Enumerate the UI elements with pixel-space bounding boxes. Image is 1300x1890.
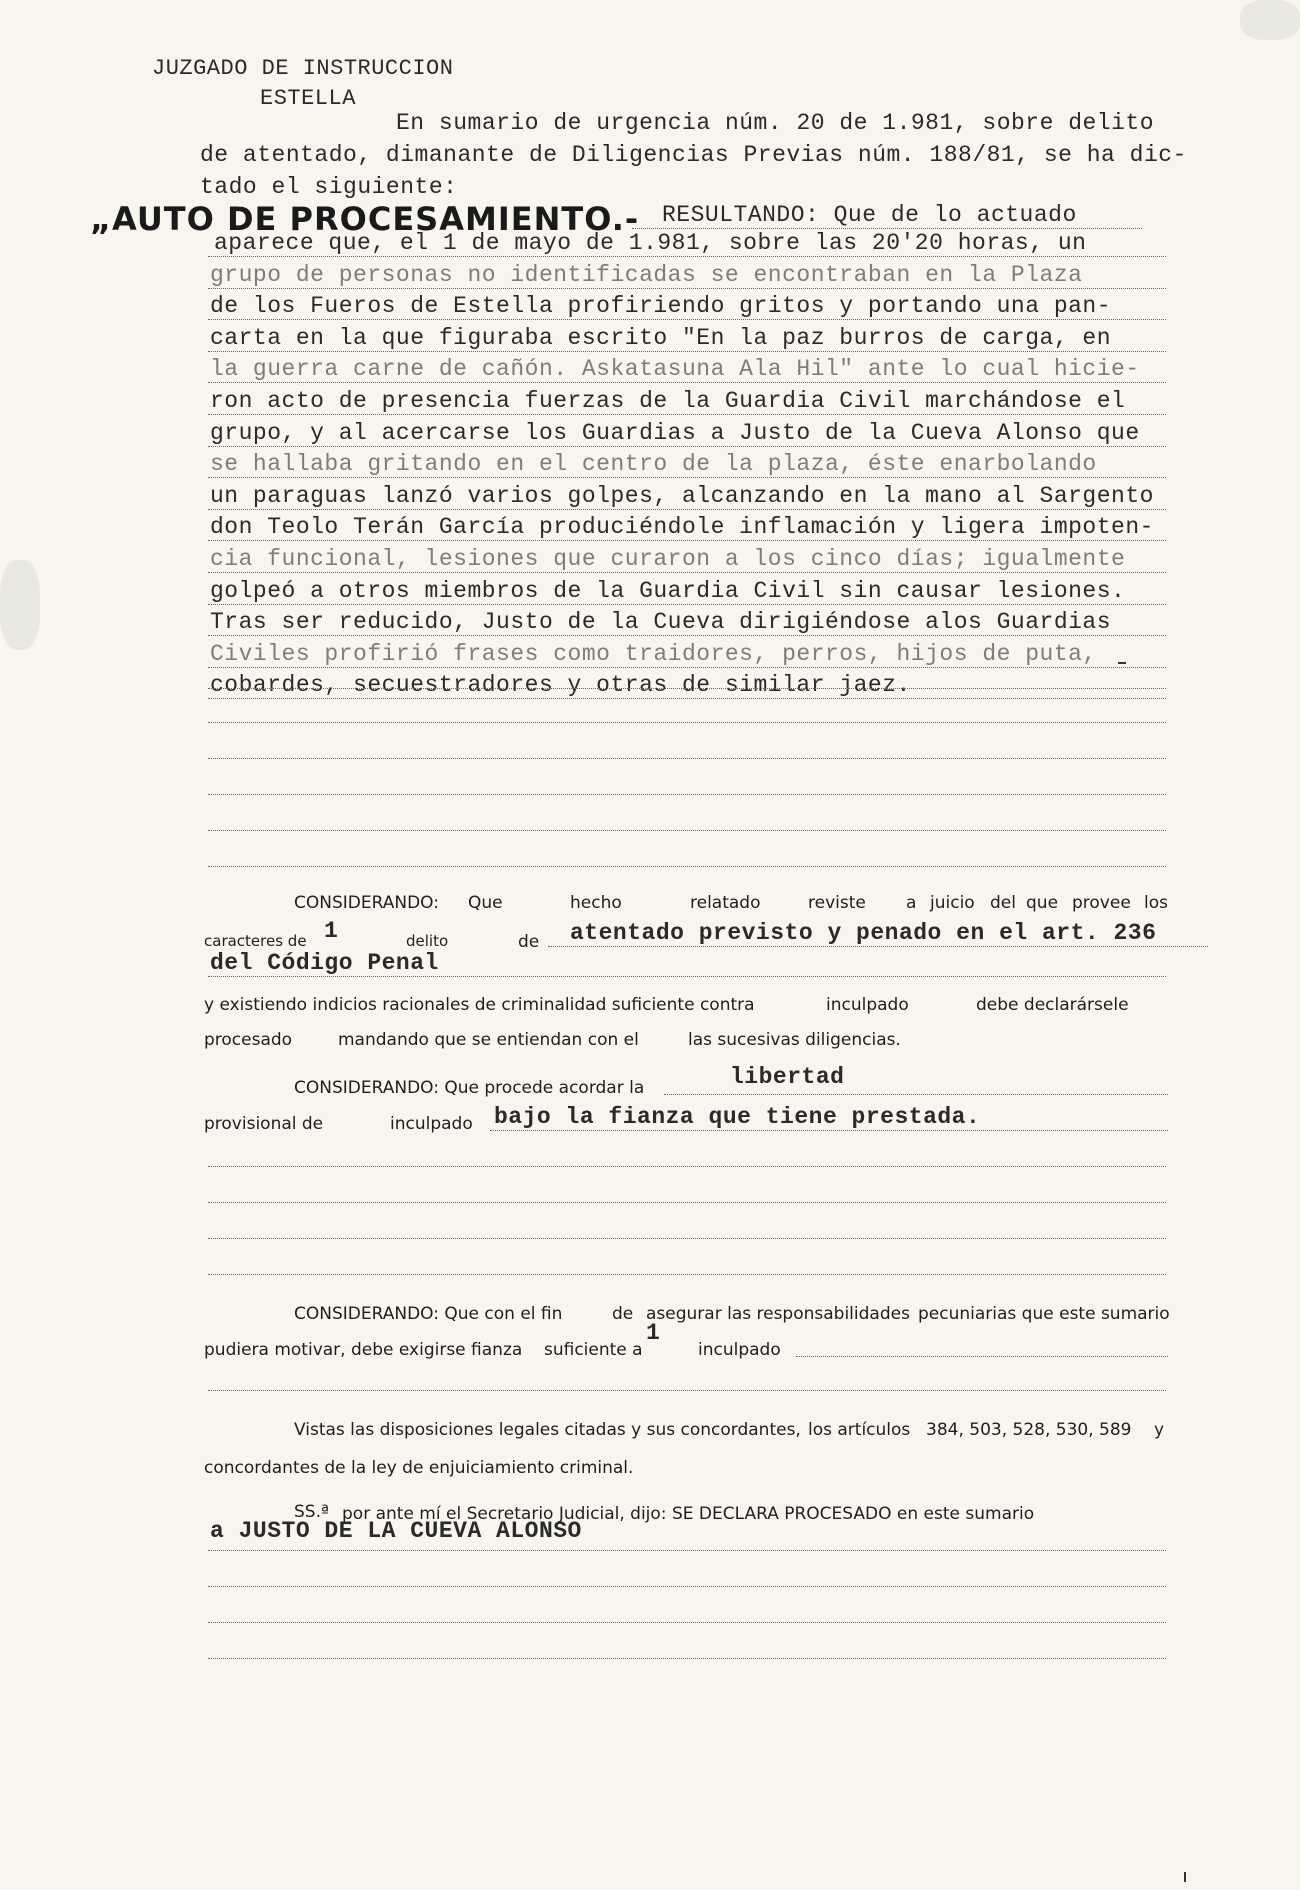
considerando-1-w7: del [990,893,1016,913]
dotted-line [208,446,1166,447]
dotted-line [208,976,1166,977]
dotted-line [490,1130,1168,1131]
dotted-line [208,414,1166,415]
considerando-1-l4a: procesado [204,1030,293,1050]
resultando-line: golpeó a otros miembros de la Guardia Civil sin causar lesiones. [210,577,1126,604]
caracteres-label: caracteres de [204,932,307,950]
dotted-line [208,667,1166,668]
delito-fill-2: del Código Penal [210,950,439,976]
resultando-line: grupo, y al acercarse los Guardias a Justo de la Cueva Alonso que [210,419,1140,446]
final-ss: SS.ª [294,1502,329,1522]
dotted-line [208,830,1166,831]
city-header: ESTELLA [260,86,356,111]
intro-line-2: de atentado, dimanante de Diligencias Previas núm. 188/81, se ha dic- [200,142,1187,168]
dotted-line [208,794,1166,795]
considerando-1-w8: que [1026,893,1059,913]
fianza-fill: bajo la fianza que tiene prestada. [494,1104,981,1130]
dotted-line [208,866,1166,867]
intro-line-1: En sumario de urgencia núm. 20 de 1.981, sobre delito [396,110,1155,136]
resultando-line: don Teolo Terán García produciéndole inflamación y ligera impoten- [210,514,1154,541]
dotted-line [208,635,1166,636]
dotted-line [208,1658,1166,1659]
scan-smudge [0,560,40,650]
vistas-l1a: Vistas las disposiciones legales citadas y sus concordantes, [294,1420,801,1440]
delito-label: delito [406,932,449,950]
considerando-1-l4c: las sucesivas diligencias. [688,1030,901,1050]
considerando-1-w4: reviste [808,893,866,913]
dotted-line [208,319,1166,320]
final-l1: por ante mí el Secretario Judicial, dijo: SE DECLARA PROCESADO en este sumario [342,1504,1035,1524]
considerando-1-w0: CONSIDERANDO: [294,893,439,913]
considerando-3-l2c: inculpado [698,1340,781,1360]
considerando-1-w9: provee [1072,893,1131,913]
considerando-1-w10: los [1144,893,1168,913]
vistas-l1c: 384, 503, 528, 530, 589 [926,1420,1132,1440]
dotted-line [632,228,1142,229]
resultando-line: carta en la que figuraba escrito "En la paz burros de carga, en [210,324,1112,351]
dotted-line [208,758,1166,759]
resultando-line: un paraguas lanzó varios golpes, alcanzando en la mano al Sargento [210,482,1154,509]
resultando-first-line: RESULTANDO: Que de lo actuado [662,202,1077,228]
dotted-line [208,688,1166,689]
dotted-line [208,1586,1166,1587]
dotted-line [796,1356,1168,1357]
dotted-line [208,351,1166,352]
resultando-line: grupo de personas no identificadas se encontraban en la Plaza [210,261,1083,288]
considerando-3-l2a: pudiera motivar, debe exigirse fianza [204,1340,523,1360]
resultando-line: la guerra carne de cañón. Askatasuna Ala Hil" ante lo cual hicie- [210,356,1140,383]
resultando-line: cobardes, secuestradores y otras de similar jaez. [210,672,911,699]
scan-smudge [1240,0,1300,40]
scan-artifact [1184,1872,1186,1882]
dotted-line [208,1550,1166,1551]
auto-title: „AUTO DE PROCESAMIENTO.- [90,200,640,238]
court-header: JUZGADO DE INSTRUCCION [152,56,454,81]
resultando-line: Tras ser reducido, Justo de la Cueva dirigiéndose alos Guardias [210,609,1112,636]
dotted-line [208,1390,1166,1391]
dotted-line [208,572,1166,573]
considerando-3-l2b: suficiente a [544,1340,643,1360]
dotted-line [208,1274,1166,1275]
resultando-line: cia funcional, lesiones que curaron a los cinco días; igualmente [210,546,1126,572]
considerando-1-l3b: inculpado [826,995,909,1015]
dotted-line [208,1238,1166,1239]
considerando-2-l2b: inculpado [390,1114,473,1134]
considerando-1-w3: relatado [690,893,761,913]
considerando-1-l3a: y existiendo indicios racionales de criminalidad suficiente contra [204,995,755,1015]
resultando-line: de los Fueros de Estella profiriendo gritos y portando una pan- [210,293,1112,320]
dotted-line [208,509,1166,510]
dotted-line [208,698,1166,699]
fianza-count-fill: 1 [646,1320,661,1346]
intro-line-3: tado el siguiente: [200,174,458,200]
considerando-1-l4b: mandando que se entiendan con el [338,1030,639,1050]
considerando-3-l1a: CONSIDERANDO: Que con el fin [294,1304,563,1324]
considerando-1-l3c: debe declarársele [976,995,1129,1015]
dotted-line [548,946,1208,947]
dotted-line [208,1202,1166,1203]
resultando-line: aparece que, el 1 de mayo de 1.981, sobre las 20'20 horas, un [214,230,1087,256]
dotted-line [208,540,1166,541]
considerando-2-l1: CONSIDERANDO: Que procede acordar la [294,1078,645,1098]
considerando-1-w1: Que [468,893,503,913]
scan-artifact [1118,662,1126,664]
considerando-1-w2: hecho [570,893,622,913]
de-label: de [518,932,540,952]
libertad-fill: libertad [730,1064,845,1090]
resultando-line: se hallaba gritando en el centro de la plaza, éste enarbolando [210,451,1097,478]
considerando-3-l1c: asegurar las responsabilidades [646,1304,910,1324]
dotted-line [208,1166,1166,1167]
dotted-line [208,256,1166,257]
delito-fill-1: atentado previsto y penado en el art. 236 [570,920,1157,946]
dotted-line [208,1622,1166,1623]
considerando-1-w5: a [906,893,917,913]
considerando-2-l2a: provisional de [204,1114,324,1134]
dotted-line [208,288,1166,289]
considerando-3-l1b: de [612,1304,634,1324]
vistas-l1d: y [1154,1420,1165,1440]
caracteres-fill: 1 [324,918,339,944]
dotted-line [208,382,1166,383]
dotted-line [208,477,1166,478]
resultando-line: ron acto de presencia fuerzas de la Guardia Civil marchándose el [210,388,1126,414]
vistas-l2: concordantes de la ley de enjuiciamiento criminal. [204,1458,634,1478]
dotted-line [208,722,1166,723]
dotted-line [208,604,1166,605]
procesado-name-fill: a JUSTO DE LA CUEVA ALONSO [210,1518,582,1544]
resultando-line: Civiles profirió frases como traidores, perros, hijos de puta, [210,640,1097,667]
considerando-3-l1d: pecuniarias que este sumario [918,1304,1170,1324]
vistas-l1b: los artículos [808,1420,911,1440]
considerando-1-w6: juicio [930,893,975,913]
dotted-line [664,1094,1168,1095]
